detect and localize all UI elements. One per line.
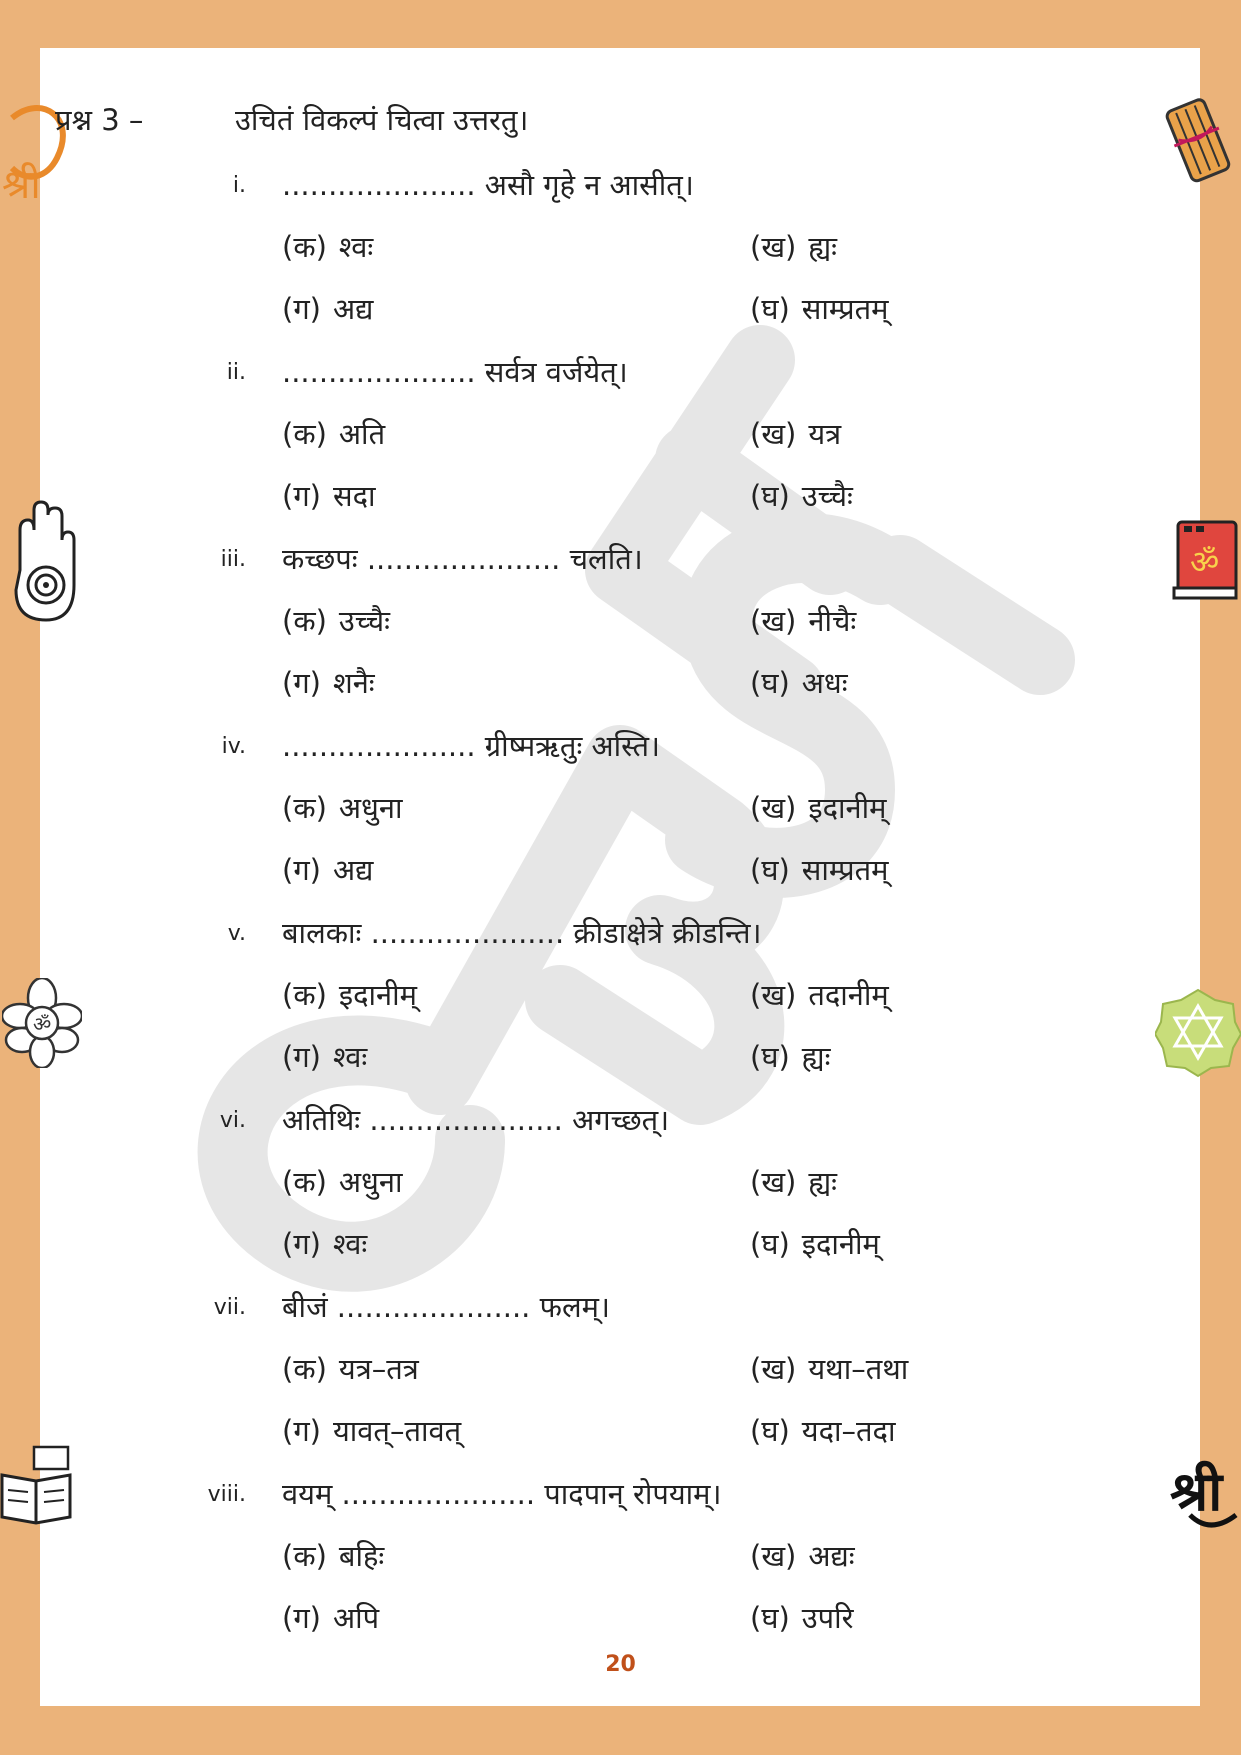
- option-text: अधुना: [338, 791, 403, 825]
- option-label: (ग): [282, 1414, 321, 1448]
- option-label: (ग): [282, 853, 321, 887]
- option[interactable]: [282, 1598, 379, 1637]
- option-label: (क): [282, 1539, 327, 1573]
- option-label: (घ): [750, 853, 790, 887]
- option[interactable]: [282, 227, 373, 266]
- question-item: [0, 1287, 1241, 1347]
- item-stem: बीजं ..................... फलम्।: [282, 1290, 610, 1324]
- option-text: शनैः: [332, 666, 375, 700]
- page-number: 20: [605, 1652, 636, 1677]
- option[interactable]: [750, 1037, 830, 1076]
- item-number: v.: [227, 921, 246, 946]
- page-sheet: [40, 48, 1200, 1706]
- option-label: (घ): [750, 666, 790, 700]
- option[interactable]: [282, 850, 373, 889]
- item-number: iii.: [220, 547, 246, 572]
- svg-text:ॐ: ॐ: [1190, 543, 1220, 581]
- option-label: (क): [282, 1352, 327, 1386]
- option[interactable]: [282, 1349, 419, 1388]
- item-number: ii.: [226, 360, 246, 385]
- option-text: अपि: [332, 1601, 380, 1635]
- option-label: (ग): [282, 292, 321, 326]
- option[interactable]: [282, 1162, 403, 1201]
- option-label: (ख): [750, 417, 797, 451]
- option[interactable]: [750, 414, 841, 453]
- option-text: यावत्–तावत्: [332, 1414, 462, 1448]
- option-text: यत्र: [808, 417, 842, 451]
- question-item: [0, 539, 1241, 599]
- option-text: उपरि: [801, 1601, 854, 1635]
- option-text: उच्चैः: [338, 604, 391, 638]
- option[interactable]: [750, 1536, 855, 1575]
- option-text: उच्चैः: [801, 479, 853, 513]
- item-number: i.: [232, 173, 246, 198]
- question-heading: [55, 100, 528, 139]
- option-text: इदानीम्: [338, 978, 418, 1012]
- option-label: (घ): [750, 292, 790, 326]
- option-text: साम्प्रतम्: [801, 853, 889, 887]
- option-label: (घ): [750, 479, 790, 513]
- option-text: सदा: [332, 479, 376, 513]
- option-label: (ख): [750, 1352, 797, 1386]
- option[interactable]: [282, 289, 373, 328]
- item-stem: ..................... ग्रीष्मऋतुः अस्ति।: [282, 729, 660, 763]
- option-text: अति: [338, 417, 386, 451]
- option-label: (ग): [282, 479, 321, 513]
- question-item: [0, 1474, 1241, 1534]
- option[interactable]: [282, 788, 403, 827]
- option[interactable]: [282, 1536, 384, 1575]
- option-text: अद्य: [332, 853, 374, 887]
- svg-text:ॐ: ॐ: [33, 1012, 52, 1036]
- item-number: vii.: [213, 1295, 246, 1320]
- item-stem: वयम् ..................... पादपान् रोपयाम्।: [282, 1477, 722, 1511]
- option[interactable]: [282, 476, 375, 515]
- option-text: श्वः: [332, 1227, 368, 1261]
- question-item: [0, 726, 1241, 786]
- option-text: यथा–तथा: [808, 1352, 909, 1386]
- option[interactable]: [282, 601, 390, 640]
- option-label: (ग): [282, 1040, 321, 1074]
- option-text: अद्यः: [808, 1539, 855, 1573]
- option-label: (क): [282, 978, 327, 1012]
- option-text: ह्यः: [808, 230, 838, 264]
- option-text: इदानीम्: [801, 1227, 880, 1261]
- item-stem: ..................... सर्वत्र वर्जयेत्।: [282, 355, 628, 389]
- option-label: (ख): [750, 1539, 797, 1573]
- option-text: बहिः: [338, 1539, 385, 1573]
- option[interactable]: [750, 289, 889, 328]
- option-label: (ग): [282, 1227, 321, 1261]
- svg-text:श्री: श्री: [1170, 1460, 1223, 1523]
- option[interactable]: [750, 1162, 837, 1201]
- option-text: नीचैः: [808, 604, 857, 638]
- option-label: (ख): [750, 978, 797, 1012]
- option-label: (क): [282, 417, 327, 451]
- option-label: (ख): [750, 791, 797, 825]
- option-label: (क): [282, 791, 327, 825]
- option[interactable]: [750, 975, 889, 1014]
- option-text: अद्य: [332, 292, 374, 326]
- option[interactable]: [282, 414, 385, 453]
- option[interactable]: [750, 476, 853, 515]
- option[interactable]: [750, 788, 886, 827]
- option[interactable]: [282, 1411, 461, 1450]
- question-item: [0, 352, 1241, 412]
- option-label: (ख): [750, 230, 797, 264]
- option-label: (क): [282, 1165, 327, 1199]
- option-text: ह्यः: [801, 1040, 831, 1074]
- option[interactable]: [750, 1411, 895, 1450]
- option-label: (ख): [750, 1165, 797, 1199]
- option-text: यदा–तदा: [801, 1414, 896, 1448]
- item-number: viii.: [207, 1482, 246, 1507]
- option[interactable]: [750, 1598, 854, 1637]
- option-label: (ग): [282, 666, 321, 700]
- question-item: [0, 913, 1241, 973]
- om-lotus-icon: [2, 978, 82, 1072]
- option-text: अधः: [801, 666, 848, 700]
- option-text: श्वः: [332, 1040, 368, 1074]
- option-label: (घ): [750, 1227, 790, 1261]
- option-text: तदानीम्: [808, 978, 889, 1012]
- option-text: ह्यः: [808, 1165, 838, 1199]
- chakra-icon: [1155, 988, 1241, 1082]
- item-stem: अतिथिः ..................... अगच्छत्।: [282, 1103, 670, 1137]
- svg-text:श्री: श्री: [2, 162, 41, 208]
- option-label: (घ): [750, 1601, 790, 1635]
- item-number: iv.: [221, 734, 246, 759]
- option[interactable]: [282, 1037, 367, 1076]
- option[interactable]: [282, 1224, 367, 1263]
- option-text: साम्प्रतम्: [801, 292, 889, 326]
- option-label: (घ): [750, 1414, 790, 1448]
- option-label: (ख): [750, 604, 797, 638]
- option[interactable]: [282, 975, 417, 1014]
- question-item: [0, 1100, 1241, 1160]
- option[interactable]: [282, 663, 375, 702]
- option-label: (क): [282, 230, 327, 264]
- option-label: (ग): [282, 1601, 321, 1635]
- option[interactable]: [750, 663, 848, 702]
- question-item: [0, 165, 1241, 225]
- option[interactable]: [750, 1349, 908, 1388]
- item-number: vi.: [219, 1108, 246, 1133]
- option-label: (घ): [750, 1040, 790, 1074]
- question-number: प्रश्न 3 –: [55, 103, 144, 137]
- item-stem: ..................... असौ गृहे न आसीत्।: [282, 168, 694, 202]
- option-text: श्वः: [338, 230, 374, 264]
- option[interactable]: [750, 227, 837, 266]
- item-stem: बालकाः ..................... क्रीडाक्षेत्रे क्रीडन्ति।: [282, 916, 762, 950]
- option[interactable]: [750, 1224, 880, 1263]
- option-label: (क): [282, 604, 327, 638]
- option-text: यत्र–तत्र: [338, 1352, 419, 1386]
- option-text: इदानीम्: [808, 791, 887, 825]
- option[interactable]: [750, 601, 856, 640]
- option-text: अधुना: [338, 1165, 403, 1199]
- question-instruction: उचितं विकल्पं चित्वा उत्तरतु।: [235, 103, 529, 137]
- option[interactable]: [750, 850, 889, 889]
- item-stem: कच्छपः ..................... चलति।: [282, 542, 643, 576]
